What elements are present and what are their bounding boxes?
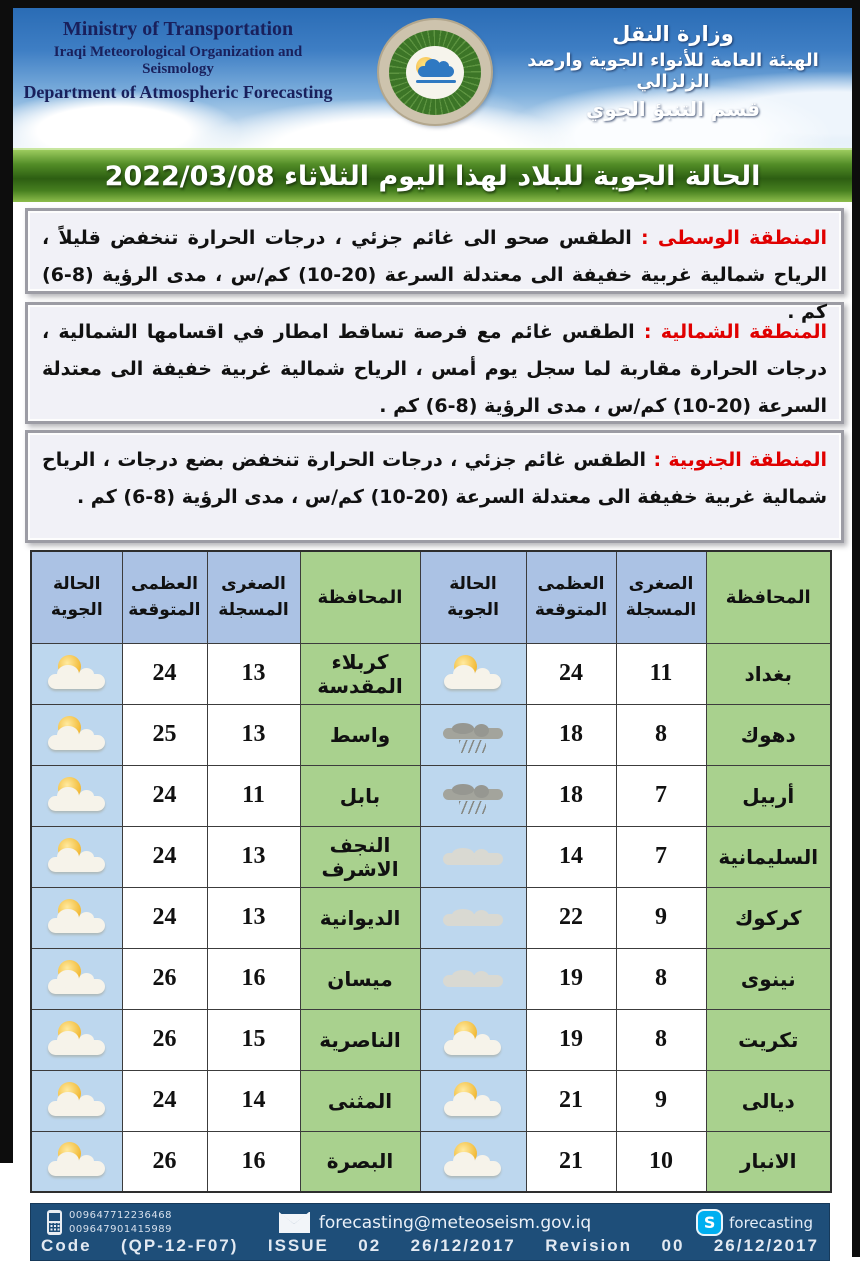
phone-number-2: 009647901415989 (69, 1223, 172, 1235)
region-name: المنطقة الوسطى : (641, 227, 827, 249)
condition-cell-b (31, 765, 122, 826)
table-row (31, 887, 831, 948)
condition-cell-a (420, 1131, 526, 1192)
scan-frame-left (0, 0, 13, 1163)
bulletin-document (13, 8, 852, 1261)
rain-icon (442, 776, 504, 816)
header-max-b: العظمى المتوقعة (122, 551, 207, 643)
partly-cloudy-icon (46, 959, 108, 999)
region-forecast-text: الطقس صحو الى غائم جزئي ، درجات الحرارة تنخفض قليلاً ، الرياح شمالية غربية خفيفة الى معتدلة السرعة (20-10) كم/س ، مدى الرؤية (8-6) كم . (42, 227, 827, 324)
condition-cell-a (420, 643, 526, 704)
contact-footer (30, 1203, 830, 1261)
cloudy-icon (442, 959, 504, 999)
city-cell-b: الناصرية (300, 1009, 420, 1070)
central-region-forecast-box (25, 208, 844, 324)
city-cell-a: بغداد (706, 643, 831, 704)
ministry-english-title (23, 18, 333, 103)
table-row (31, 826, 831, 887)
max-temp-cell-a: 22 (526, 887, 616, 948)
header-banner (13, 8, 852, 148)
city-cell-a: نينوى (706, 948, 831, 1009)
partly-cloudy-icon (46, 1020, 108, 1060)
skype-handle: forecasting (729, 1213, 813, 1232)
report-title-bar (13, 148, 852, 202)
phone-icon (47, 1210, 62, 1235)
city-cell-a: أربيل (706, 765, 831, 826)
min-temp-cell-a: 9 (616, 1070, 706, 1131)
partly-cloudy-icon (46, 715, 108, 755)
max-temp-cell-b: 25 (122, 704, 207, 765)
partly-cloudy-icon (46, 776, 108, 816)
header-min-a: الصغرى المسجلة (616, 551, 706, 643)
max-temp-cell-a: 21 (526, 1131, 616, 1192)
min-temp-cell-b: 15 (207, 1009, 300, 1070)
min-temp-cell-b: 13 (207, 826, 300, 887)
condition-cell-b (31, 948, 122, 1009)
table-row (31, 643, 831, 704)
min-temp-cell-a: 8 (616, 704, 706, 765)
meteorological-org-logo-icon (379, 20, 491, 124)
table-row (31, 948, 831, 1009)
region-forecast-text: الطقس غائم جزئي ، درجات الحرارة تنخفض بضع درجات ، الرياح شمالية غربية خفيفة الى معتدلة السرعة (20-10) كم/س ، مدى الرؤية (8-6) كم . (42, 449, 827, 509)
partly-cloudy-icon (46, 837, 108, 877)
max-temp-cell-b: 26 (122, 948, 207, 1009)
logo-cloud-icon (418, 66, 454, 77)
arabic-line-1: وزارة النقل (612, 22, 734, 46)
region-name: المنطقة الشمالية : (643, 321, 827, 343)
max-temp-cell-b: 26 (122, 1009, 207, 1070)
condition-cell-a (420, 704, 526, 765)
partly-cloudy-icon (442, 1020, 504, 1060)
condition-cell-b (31, 826, 122, 887)
condition-cell-a (420, 1009, 526, 1070)
partly-cloudy-icon (46, 654, 108, 694)
min-temp-cell-a: 10 (616, 1131, 706, 1192)
region-forecast-text: الطقس غائم مع فرصة تساقط امطار في اقسامها الشمالية ، درجات الحرارة مقاربة لما سجل يوم أمس ، الرياح شمالية غربية خفيفة الى معتدلة السرعة (20-10) كم/س ، مدى الرؤية (8-6) كم . (42, 321, 827, 418)
cloudy-icon (442, 898, 504, 938)
city-cell-b: بابل (300, 765, 420, 826)
skype-contact (698, 1211, 813, 1234)
max-temp-cell-a: 19 (526, 1009, 616, 1070)
max-temp-cell-b: 24 (122, 765, 207, 826)
logo-green-ring (389, 30, 481, 115)
condition-cell-b (31, 1070, 122, 1131)
city-cell-b: ميسان (300, 948, 420, 1009)
city-cell-a: ديالى (706, 1070, 831, 1131)
condition-cell-b (31, 704, 122, 765)
city-cell-b: النجف الاشرف (300, 826, 420, 887)
table-row (31, 1009, 831, 1070)
phone-number-1: 009647712236468 (69, 1210, 172, 1221)
min-temp-cell-a: 11 (616, 643, 706, 704)
english-line-3: Department of Atmospheric Forecasting (23, 82, 333, 102)
table-row (31, 1070, 831, 1131)
max-temp-cell-b: 24 (122, 1070, 207, 1131)
email-contact (279, 1212, 591, 1233)
condition-cell-b (31, 643, 122, 704)
min-temp-cell-b: 16 (207, 948, 300, 1009)
envelope-icon (279, 1212, 310, 1233)
max-temp-cell-b: 24 (122, 887, 207, 948)
city-cell-b: البصرة (300, 1131, 420, 1192)
cloudy-icon (442, 837, 504, 877)
min-temp-cell-b: 13 (207, 704, 300, 765)
max-temp-cell-a: 21 (526, 1070, 616, 1131)
header-condition-a: الحالة الجوية (420, 551, 526, 643)
city-cell-b: كربلاء المقدسة (300, 643, 420, 704)
city-cell-a: الانبار (706, 1131, 831, 1192)
region-name: المنطقة الجنوبية : (653, 449, 827, 471)
min-temp-cell-b: 14 (207, 1070, 300, 1131)
city-cell-b: الديوانية (300, 887, 420, 948)
table-header-row (31, 551, 831, 643)
northern-region-forecast-box (25, 302, 844, 424)
contact-row (31, 1204, 829, 1236)
min-temp-cell-a: 8 (616, 1009, 706, 1070)
min-temp-cell-a: 8 (616, 948, 706, 1009)
english-line-1: Ministry of Transportation (62, 18, 294, 40)
city-cell-a: السليمانية (706, 826, 831, 887)
max-temp-cell-a: 24 (526, 643, 616, 704)
min-temp-cell-b: 13 (207, 643, 300, 704)
max-temp-cell-a: 18 (526, 704, 616, 765)
arabic-line-2: الهيئة العامة للأنواء الجوية وارصد الزلزالي (527, 50, 819, 92)
partly-cloudy-icon (442, 1081, 504, 1121)
max-temp-cell-a: 14 (526, 826, 616, 887)
table-row (31, 1131, 831, 1192)
min-temp-cell-b: 11 (207, 765, 300, 826)
header-condition-b: الحالة الجوية (31, 551, 122, 643)
max-temp-cell-b: 24 (122, 643, 207, 704)
min-temp-cell-b: 16 (207, 1131, 300, 1192)
rain-icon (442, 715, 504, 755)
max-temp-cell-b: 26 (122, 1131, 207, 1192)
english-line-2: Iraqi Meteorological Organization and Seismology (53, 44, 303, 77)
max-temp-cell-a: 18 (526, 765, 616, 826)
scan-frame-top (0, 0, 860, 8)
scan-frame-right (852, 0, 860, 1257)
min-temp-cell-a: 9 (616, 887, 706, 948)
header-city-b: المحافظة (300, 551, 420, 643)
condition-cell-a (420, 887, 526, 948)
min-temp-cell-b: 13 (207, 887, 300, 948)
logo-wave-icon (416, 80, 456, 83)
condition-cell-a (420, 1070, 526, 1131)
city-cell-a: دهوك (706, 704, 831, 765)
condition-cell-a (420, 948, 526, 1009)
header-max-a: العظمى المتوقعة (526, 551, 616, 643)
condition-cell-a (420, 826, 526, 887)
city-cell-a: كركوك (706, 887, 831, 948)
phone-contact (47, 1209, 172, 1236)
report-title: الحالة الجوية للبلاد لهذا اليوم الثلاثاء 2022/03/08 (104, 160, 761, 192)
logo-core (406, 46, 464, 99)
condition-cell-b (31, 1131, 122, 1192)
table-row (31, 765, 831, 826)
min-temp-cell-a: 7 (616, 826, 706, 887)
arabic-line-3: قسم التنبؤ الجوي (585, 97, 761, 121)
partly-cloudy-icon (46, 1141, 108, 1181)
max-temp-cell-b: 24 (122, 826, 207, 887)
min-temp-cell-a: 7 (616, 765, 706, 826)
skype-icon: S (698, 1211, 721, 1234)
email-address: forecasting@meteoseism.gov.iq (318, 1212, 592, 1233)
city-cell-a: تكريت (706, 1009, 831, 1070)
document-code-line: Code (QP-12-F07) ISSUE 02 26/12/2017 Revision 00 26/12/2017 (41, 1236, 819, 1255)
city-cell-b: واسط (300, 704, 420, 765)
condition-cell-b (31, 887, 122, 948)
condition-cell-a (420, 765, 526, 826)
ministry-arabic-title (508, 22, 838, 121)
max-temp-cell-a: 19 (526, 948, 616, 1009)
condition-cell-b (31, 1009, 122, 1070)
city-cell-b: المثنى (300, 1070, 420, 1131)
partly-cloudy-icon (46, 898, 108, 938)
city-weather-table (30, 550, 832, 1193)
partly-cloudy-icon (442, 654, 504, 694)
table-row (31, 704, 831, 765)
partly-cloudy-icon (442, 1141, 504, 1181)
header-city-a: المحافظة (706, 551, 831, 643)
header-min-b: الصغرى المسجلة (207, 551, 300, 643)
partly-cloudy-icon (46, 1081, 108, 1121)
southern-region-forecast-box (25, 430, 844, 543)
